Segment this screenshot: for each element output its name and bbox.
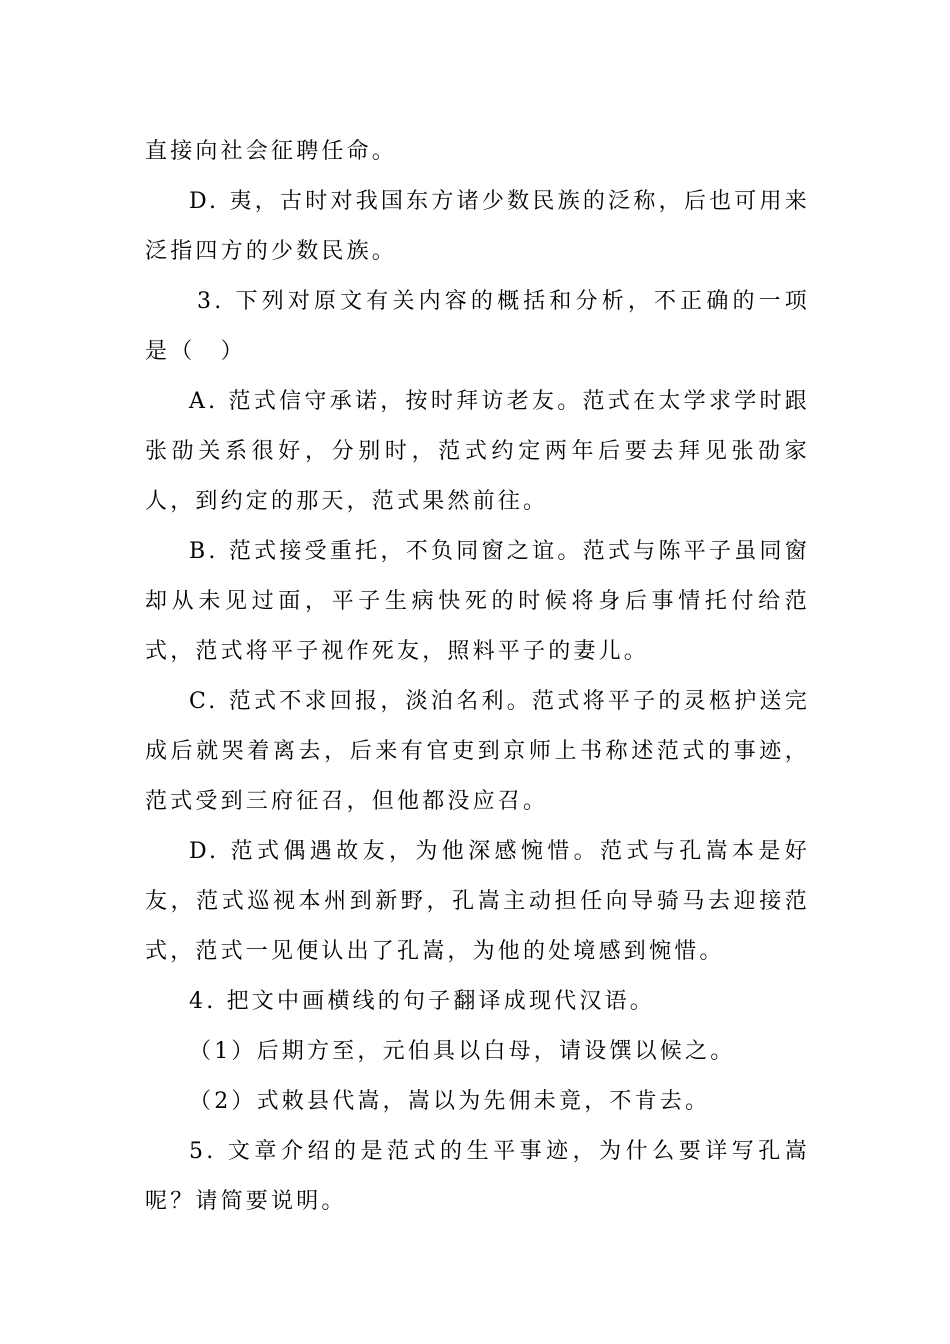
question-4: 4. 把文中画横线的句子翻译成现代汉语。 xyxy=(189,989,655,1014)
q3-option-a: A. 范式信守承诺，按时拜访老友。范式在太学求学时跟张劭关系很好，分别时，范式约定两年后要去拜见张劭家人，到约定的那天，范式果然前往。 xyxy=(145,389,810,514)
q3-option-d: D. 范式偶遇故友，为他深感惋惜。范式与孔嵩本是好友，范式巡视本州到新野，孔嵩主动担任向导骑马去迎接范式，范式一见便认出了孔嵩，为他的处境感到惋惜。 xyxy=(145,839,810,964)
q3-option-c: C. 范式不求回报，淡泊名利。范式将平子的灵柩护送完成后就哭着离去，后来有官吏到京师上书称述范式的事迹，范式受到三府征召，但他都没应召。 xyxy=(145,689,810,814)
question-3: 3. 下列对原文有关内容的概括和分析，不正确的一项是（ ） xyxy=(145,289,810,364)
q4-sentence-2: （2）式敕县代嵩，嵩以为先佣未竟，不肯去。 xyxy=(189,1089,711,1114)
question-5: 5. 文章介绍的是范式的生平事迹，为什么要详写孔嵩呢？请简要说明。 xyxy=(145,1139,810,1214)
document-body xyxy=(145,127,810,1227)
q3-option-b: B. 范式接受重托，不负同窗之谊。范式与陈平子虽同窗却从未见过面，平子生病快死的时候将身后事情托付给范式，范式将平子视作死友，照料平子的妻儿。 xyxy=(145,539,810,664)
continued-text: 直接向社会征聘任命。 xyxy=(145,139,398,164)
q2-option-d: D. 夷，古时对我国东方诸少数民族的泛称，后也可用来泛指四方的少数民族。 xyxy=(145,189,810,264)
q4-sentence-1: （1）后期方至，元伯具以白母，请设馔以候之。 xyxy=(189,1039,736,1064)
